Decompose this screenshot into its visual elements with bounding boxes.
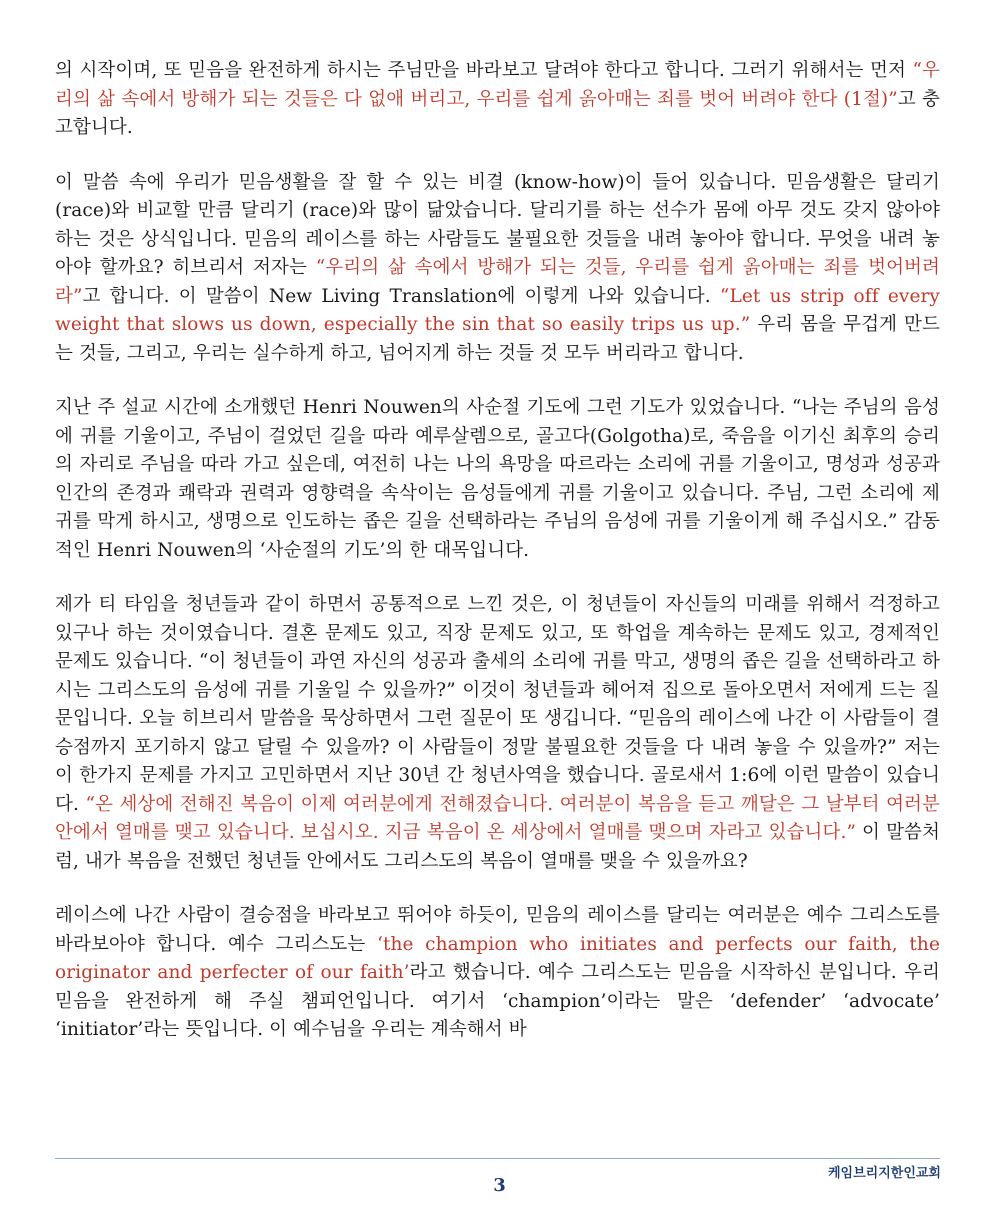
paragraph-text: 고 합니다. 이 말씀이 New Living Translation에 이렇게 나와 있습니다. (82, 285, 720, 307)
paragraph-1 (55, 57, 940, 143)
page-body (55, 57, 940, 1071)
paragraph-text: 제가 티 타임을 청년들과 같이 하면서 공통적으로 느낀 것은, 이 청년들이 자신들의 미래를 위해서 걱정하고 있구나 하는 것이였습니다. 결혼 문제도 있고, 직장 문제도 있고, 또 학업을 계속하는 문제도 있고, 경제적인 문제도 있습니다. “이 청년들이 과연 자신의 성공과 출세의 소리에 귀를 막고, 생명의 좁은 길을 선택하라고 하시는 그리스도의 음성에 귀를 기울일 수 있을까?” 이것이 청년들과 헤어져 집으로 돌아오면서 저에게 드는 질문입니다. 오늘 히브리서 말씀을 묵상하면서 그런 질문이 또 생깁니다. “믿음의 레이스에 나간 이 사람들이 결승점까지 포기하지 않고 달릴 수 있을까? 이 사람들이 정말 불필요한 것들을 다 내려 놓을 수 있을까?” 저는 이 한가지 문제를 가지고 고민하면서 지난 30년 간 청년사역을 했습니다. 골로새서 1:6에 이런 말씀이 있습니다. (55, 594, 940, 815)
paragraph-text: 레이스에 나간 사람이 결승점을 바라보고 뛰어야 하듯이, 믿음의 레이스를 달리는 여러분은 예수 그리스도를 바라보아야 합니다. 예수 그리스도는 (55, 905, 940, 955)
scripture-quote: “우리의 삶 속에서 방해가 되는 것들, 우리를 쉽게 옭아매는 죄를 벗어버려라” (55, 257, 940, 307)
paragraph-5 (55, 902, 940, 1045)
scripture-quote-english: ‘the champion who initiates and perfects our faith, the originator and perfecter of our faith’ (55, 933, 940, 983)
paragraph-text: 고 충고합니다. (55, 88, 940, 138)
footer-divider (55, 1158, 940, 1159)
scripture-quote: “우리의 삶 속에서 방해가 되는 것들은 다 없애 버리고, 우리를 쉽게 옭아매는 죄를 벗어 버려야 한다 (1절)” (55, 60, 940, 110)
paragraph-2 (55, 169, 940, 369)
paragraph-text: 우리 몸을 무겁게 만드는 것들, 그리고, 우리는 실수하게 하고, 넘어지게 하는 것들 것 모두 버리라고 합니다. (55, 314, 940, 364)
paragraph-3 (55, 394, 940, 565)
paragraph-text: 라고 했습니다. 예수 그리스도는 믿음을 시작하신 분입니다. 우리 믿음을 완전하게 해 주실 챔피언입니다. 여기서 ‘champion’이라는 말은 ‘defender’ ‘advocate’ ‘initiator’라는 뜻입니다. 이 예수님을 우리는 계속해서 바 (55, 962, 940, 1040)
page-number: 3 (493, 1175, 506, 1196)
paragraph-text: 지난 주 설교 시간에 소개했던 Henri Nouwen의 사순절 기도에 그런 기도가 있었습니다. “나는 주님의 음성에 귀를 기울이고, 주님이 걸었던 길을 따라 예루살렘으로, 골고다(Golgotha)로, 죽음을 이기신 최후의 승리의 자리로 주님을 따라 가고 싶은데, 여전히 나는 나의 욕망을 따르라는 소리에 귀를 기울이고, 명성과 성공과 인간의 존경과 쾌락과 권력과 영향력을 속삭이는 음성들에게 귀를 기울이고 있습니다. 주님, 그런 소리에 제 귀를 막게 하시고, 생명으로 인도하는 좁은 길을 선택하라는 주님의 음성에 귀를 기울이게 해 주십시오.” 감동적인 Henri Nouwen의 ‘사순절의 기도’의 한 대목입니다. (55, 397, 940, 561)
paragraph-text: 이 말씀 속에 우리가 믿음생활을 잘 할 수 있는 비결 (know-how)이 들어 있습니다. 믿음생활은 달리기 (race)와 비교할 만큼 달리기 (race)와 많이 닮았습니다. 달리기를 하는 선수가 몸에 아무 것도 갖지 않아야 하는 것은 상식입니다. 믿음의 레이스를 하는 사람들도 불필요한 것들을 내려 놓아야 합니다. 무엇을 내려 놓아야 할까요? 히브리서 저자는 (55, 171, 940, 278)
scripture-quote: “온 세상에 전해진 복음이 이제 여러분에게 전해졌습니다. 여러분이 복음을 듣고 깨달은 그 날부터 여러분 안에서 열매를 맺고 있습니다. 보십시오. 지금 복음이 온 세상에서 열매를 맺으며 자라고 있습니다.” (55, 793, 940, 843)
scripture-quote-english: “Let us strip off every weight that slows us down, especially the sin that so easily trips us up.” (55, 285, 940, 335)
paragraph-text: 이 말씀처럼, 내가 복음을 전했던 청년들 안에서도 그리스도의 복음이 열매를 맺을 수 있을까요? (55, 822, 940, 872)
paragraph-4 (55, 591, 940, 876)
paragraph-text: 의 시작이며, 또 믿음을 완전하게 하시는 주님만을 바라보고 달려야 한다고 합니다. 그러기 위해서는 먼저 (55, 60, 913, 81)
church-name: 케임브리지한인교회 (827, 1166, 941, 1181)
